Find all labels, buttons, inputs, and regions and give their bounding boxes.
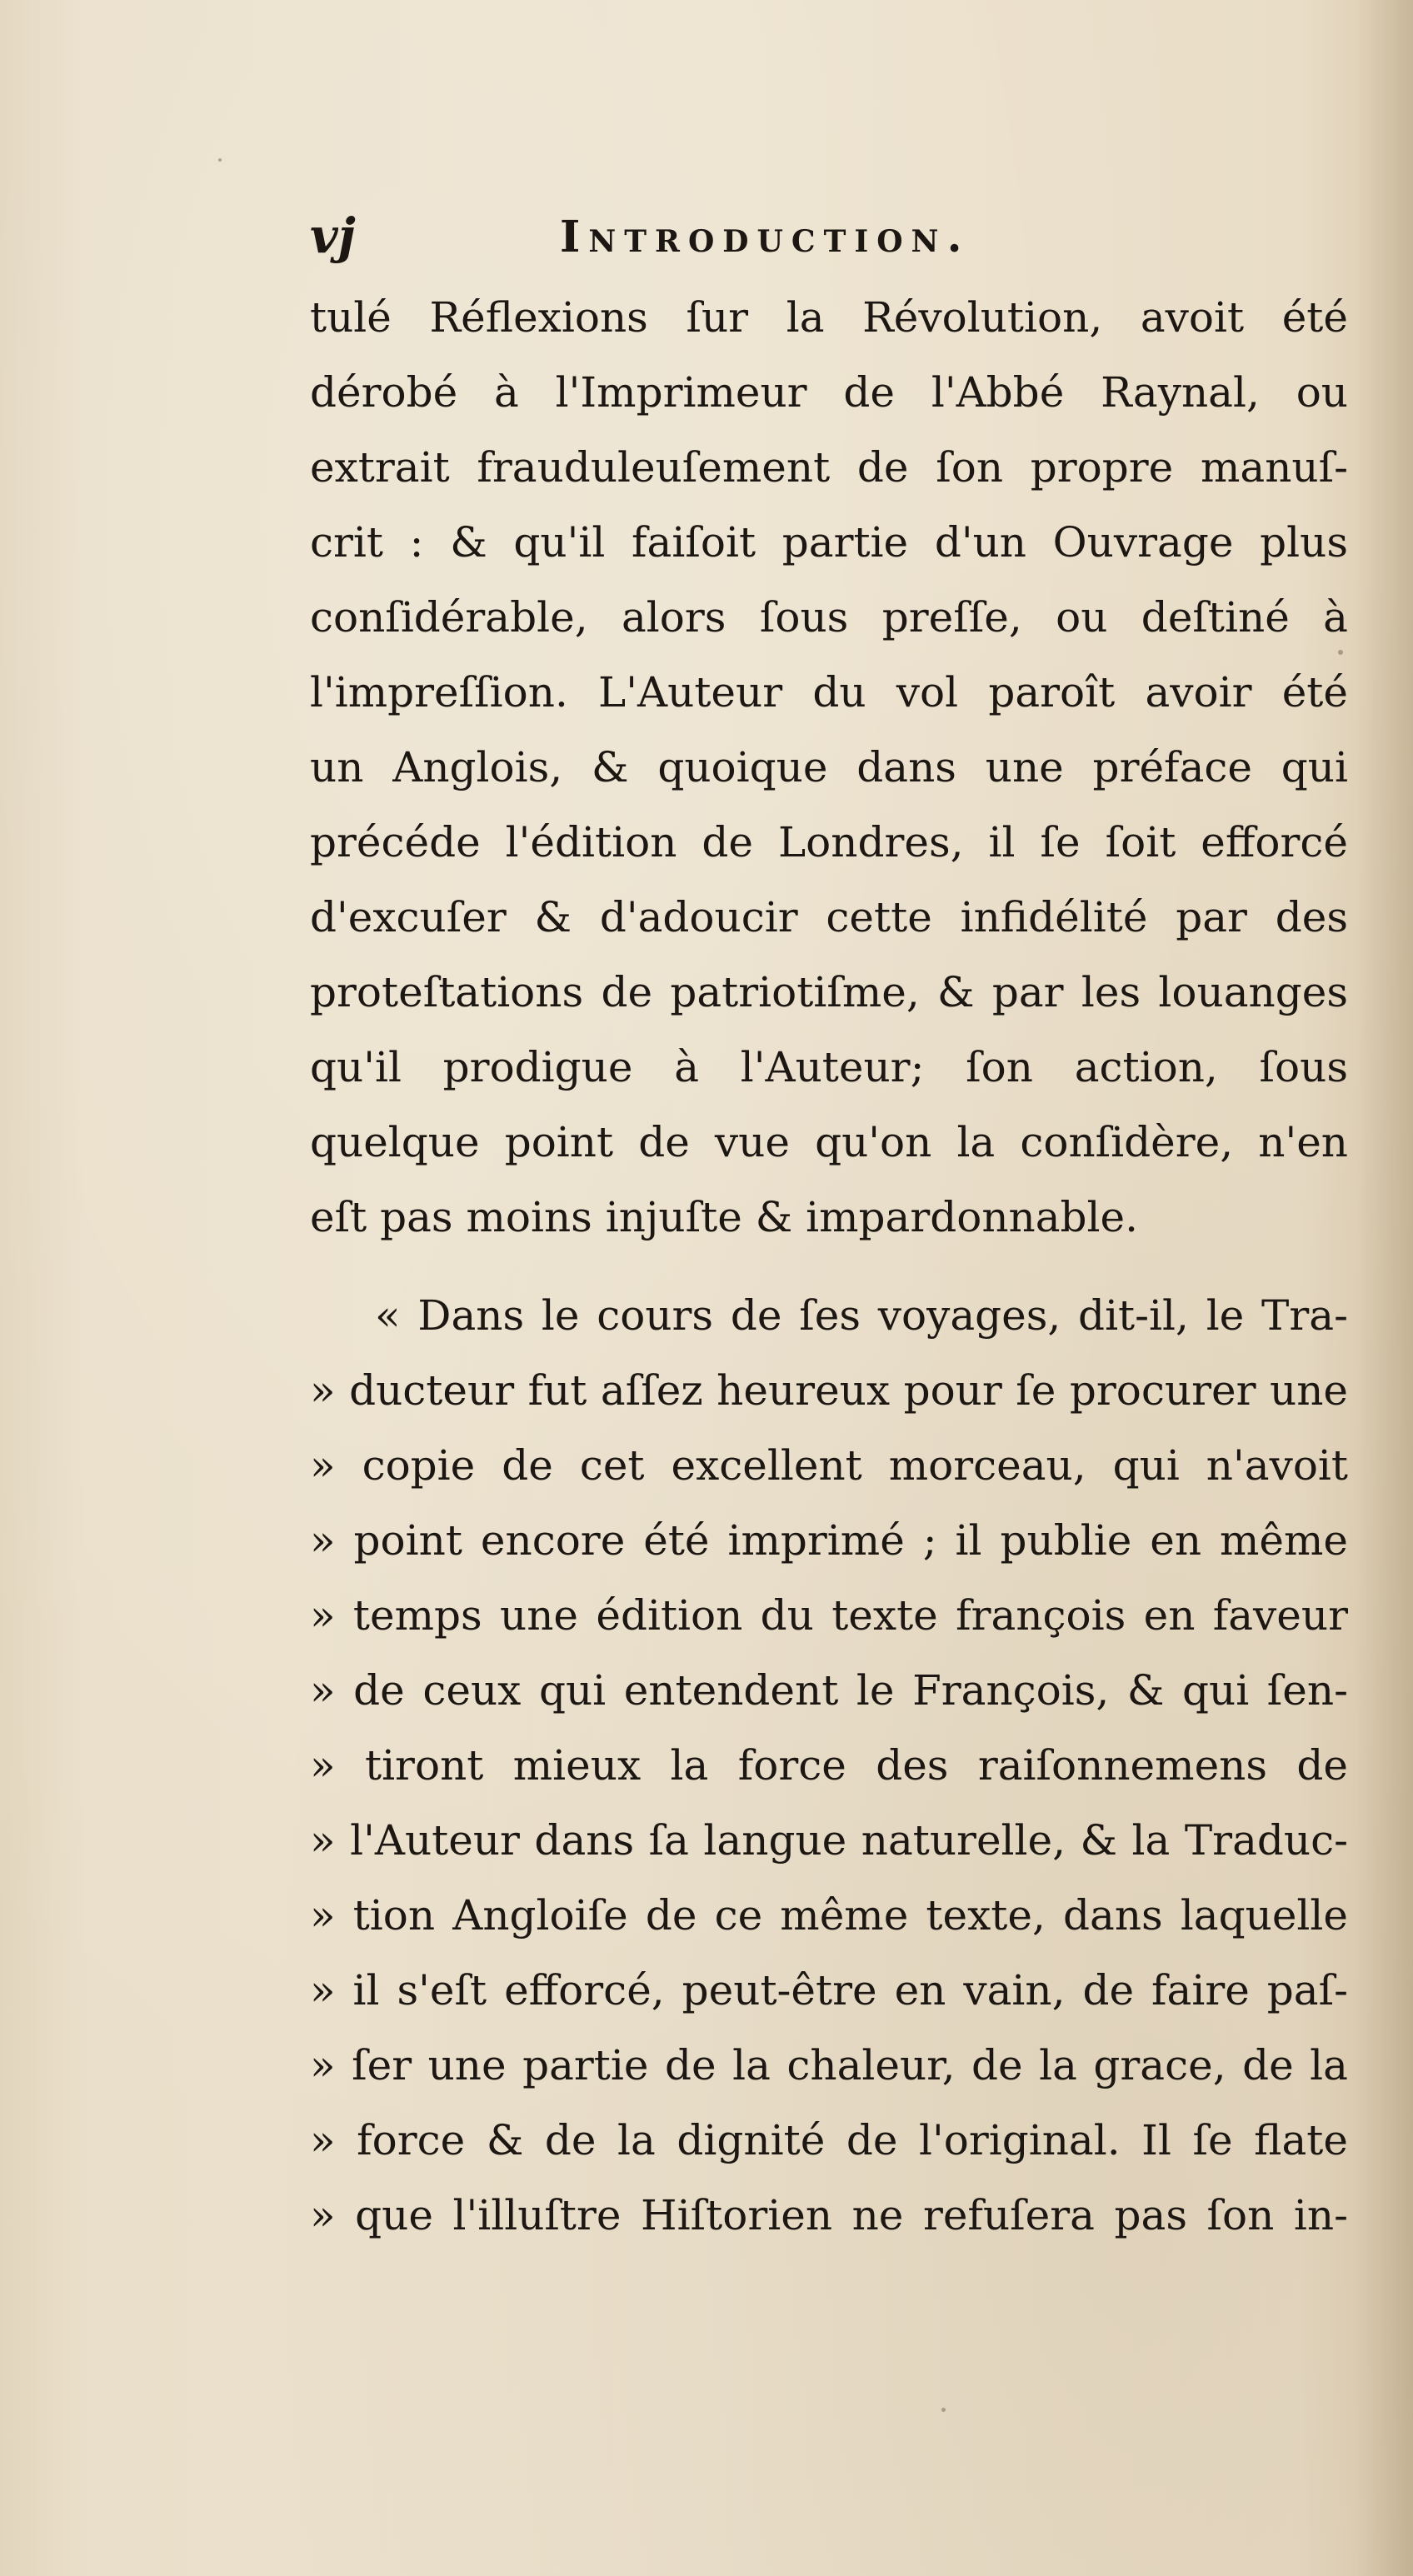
page-edge-shadow: [1356, 0, 1413, 2576]
text-line: » ſer une partie de la chaleur, de la grace, de la: [310, 2041, 1348, 2089]
text-line: conſidérable, alors ſous preſſe, ou deſtiné à: [310, 593, 1348, 642]
text-line: eſt pas moins injuſte & impardonnable.: [310, 1193, 1139, 1241]
text-line: dérobé à l'Imprimeur de l'Abbé Raynal, ou: [310, 368, 1348, 417]
ink-speck: [941, 2408, 946, 2412]
page-number: vj: [310, 207, 356, 264]
text-line: » point encore été imprimé ; il publie en même: [310, 1516, 1348, 1565]
text-line: » ducteur fut aſſez heureux pour ſe procurer une: [310, 1366, 1348, 1415]
text-line: qu'il prodigue à l'Auteur; ſon action, ſous: [310, 1043, 1348, 1091]
paragraph-1: [310, 280, 1348, 1255]
text-line: » force & de la dignité de l'original. Il ſe flate: [310, 2116, 1348, 2164]
text-line: tulé Réflexions ſur la Révolution, avoit été: [310, 293, 1348, 342]
text-line: quelque point de vue qu'on la conſidère, n'en: [310, 1118, 1348, 1166]
running-head: [310, 207, 1393, 273]
paragraph-spacer: [310, 1255, 1348, 1278]
text-line: « Dans le cours de ſes voyages, dit-il, le Tra-: [375, 1291, 1348, 1340]
ink-speck: [218, 158, 222, 162]
text-line: proteſtations de patriotiſme, & par les louanges: [310, 968, 1348, 1016]
text-line: crit : & qu'il faiſoit partie d'un Ouvrage plus: [310, 518, 1348, 567]
body-text: [310, 280, 1348, 2253]
text-line: d'excuſer & d'adoucir cette infidélité par des: [310, 893, 1348, 941]
text-line: » copie de cet excellent morceau, qui n'avoit: [310, 1441, 1348, 1490]
text-line: » de ceux qui entendent le François, & qui ſen-: [310, 1666, 1348, 1715]
text-line: extrait frauduleuſement de ſon propre manuſ-: [310, 443, 1348, 492]
text-line: » tiront mieux la force des raiſonnemens de: [310, 1741, 1348, 1790]
text-line: » tion Angloiſe de ce même texte, dans laquelle: [310, 1891, 1348, 1939]
text-line: » l'Auteur dans ſa langue naturelle, & la Traduc-: [310, 1816, 1348, 1865]
text-line: précéde l'édition de Londres, il ſe ſoit efforcé: [310, 818, 1348, 866]
text-line: » il s'eſt efforcé, peut-être en vain, de faire paſ-: [310, 1966, 1348, 2014]
text-line: » que l'illuſtre Hiſtorien ne refuſera pas ſon in-: [310, 2191, 1348, 2239]
text-line: l'impreſſion. L'Auteur du vol paroît avoir été: [310, 668, 1348, 716]
text-line: » temps une édition du texte françois en faveur: [310, 1591, 1348, 1640]
text-line: un Anglois, & quoique dans une préface qui: [310, 743, 1348, 791]
running-title: Introduction.: [560, 212, 971, 262]
paragraph-2: [310, 1278, 1348, 2253]
